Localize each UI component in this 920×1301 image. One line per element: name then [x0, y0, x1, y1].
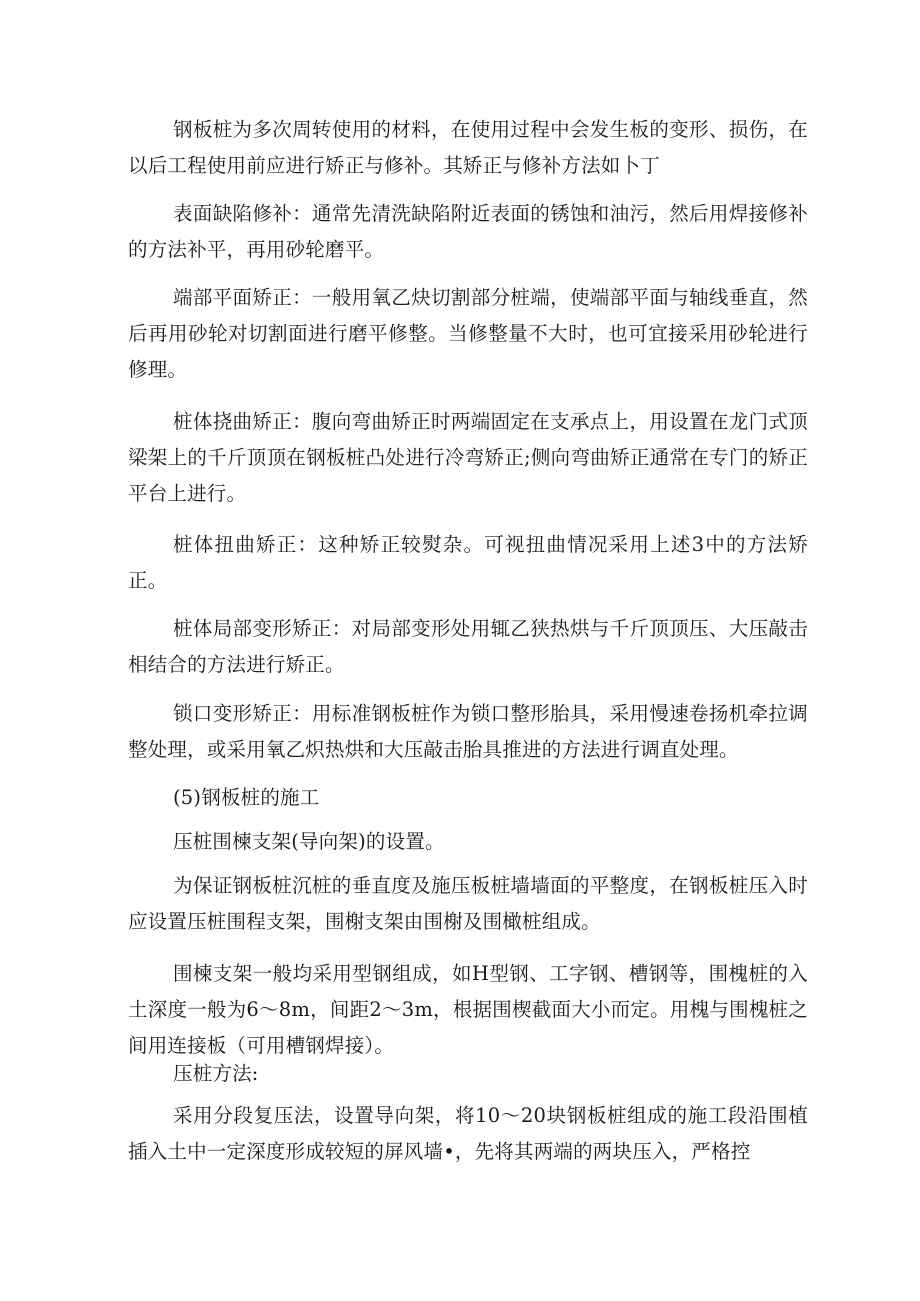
paragraph-surface-defect-repair: 表面缺陷修补：通常先清洗缺陷附近表面的锈蚀和油污，然后用焊接修补的方法补平，再用砂轮磨平。 [128, 202, 808, 261]
paragraph-guide-frame-composition: 围楝支架一般均采用型钢组成，如H型钢、工字钢、槽钢等，围槐桩的入土深度一般为6～8m，间距2～3m，根据围楔截面大小而定。用槐与围槐桩之间用连接板（可用槽钢焊接）。 [128, 962, 808, 1057]
paragraph-lock-deformation-correction: 锁口变形矫正：用标准钢板桩作为锁口整形胎具，采用慢速卷扬机牵拉调整处理，或采用氧乙炽热烘和大压敲击胎具推进的方法进行调直处理。 [128, 702, 808, 761]
paragraph-steel-sheet-pile-repair-intro: 钢板桩为多次周转使用的材料，在使用过程中会发生板的变形、损伤，在以后工程使用前应进行矫正与修补。其矫正与修补方法如卜丁 [128, 118, 808, 177]
paragraph-pressing-method-heading: 压桩方法: [173, 1062, 259, 1085]
paragraph-segmented-pressing-method: 采用分段复压法，设置导向架，将10～20块钢板桩组成的施工段沿围植插入土中一定深度形成较短的屏风墙•，先将其两端的两块压入，严格控 [128, 1104, 808, 1163]
paragraph-guide-frame-setup: 压桩围楝支架(导向架)的设置。 [173, 830, 445, 853]
paragraph-verticality-guarantee: 为保证钢板桩沉桩的垂直度及施压板桩墙墙面的平整度，在钢板桩压入时应设置压桩围程支架，围榭支架由围榭及围橄桩组成。 [128, 874, 808, 933]
paragraph-local-deformation-correction: 桩体局部变形矫正：对局部变形处用辄乙狭热烘与千斤顶顶压、大压敲击相结合的方法进行矫正。 [128, 617, 808, 676]
paragraph-pile-torsion-correction: 桩体扭曲矫正：这种矫正较熨杂。可视扭曲情况采用上述3中的方法矫正。 [128, 533, 808, 592]
section-heading-steel-sheet-pile-construction: (5)钢板桩的施工 [173, 786, 320, 809]
paragraph-end-plane-correction: 端部平面矫正：一般用氧乙炔切割部分桩端，使端部平面与轴线垂直，然后再用砂轮对切割面进行磨平修整。当修整量不大时，也可宜接采用砂轮进行修理。 [128, 286, 808, 381]
paragraph-pile-deflection-correction: 桩体挠曲矫正：腹向弯曲矫正时两端固定在支承点上，用设置在龙门式顶梁架上的千斤顶顶在钢板桩凸处进行冷弯矫正;侧向弯曲矫正通常在专门的矫正平台上进行。 [128, 410, 808, 505]
